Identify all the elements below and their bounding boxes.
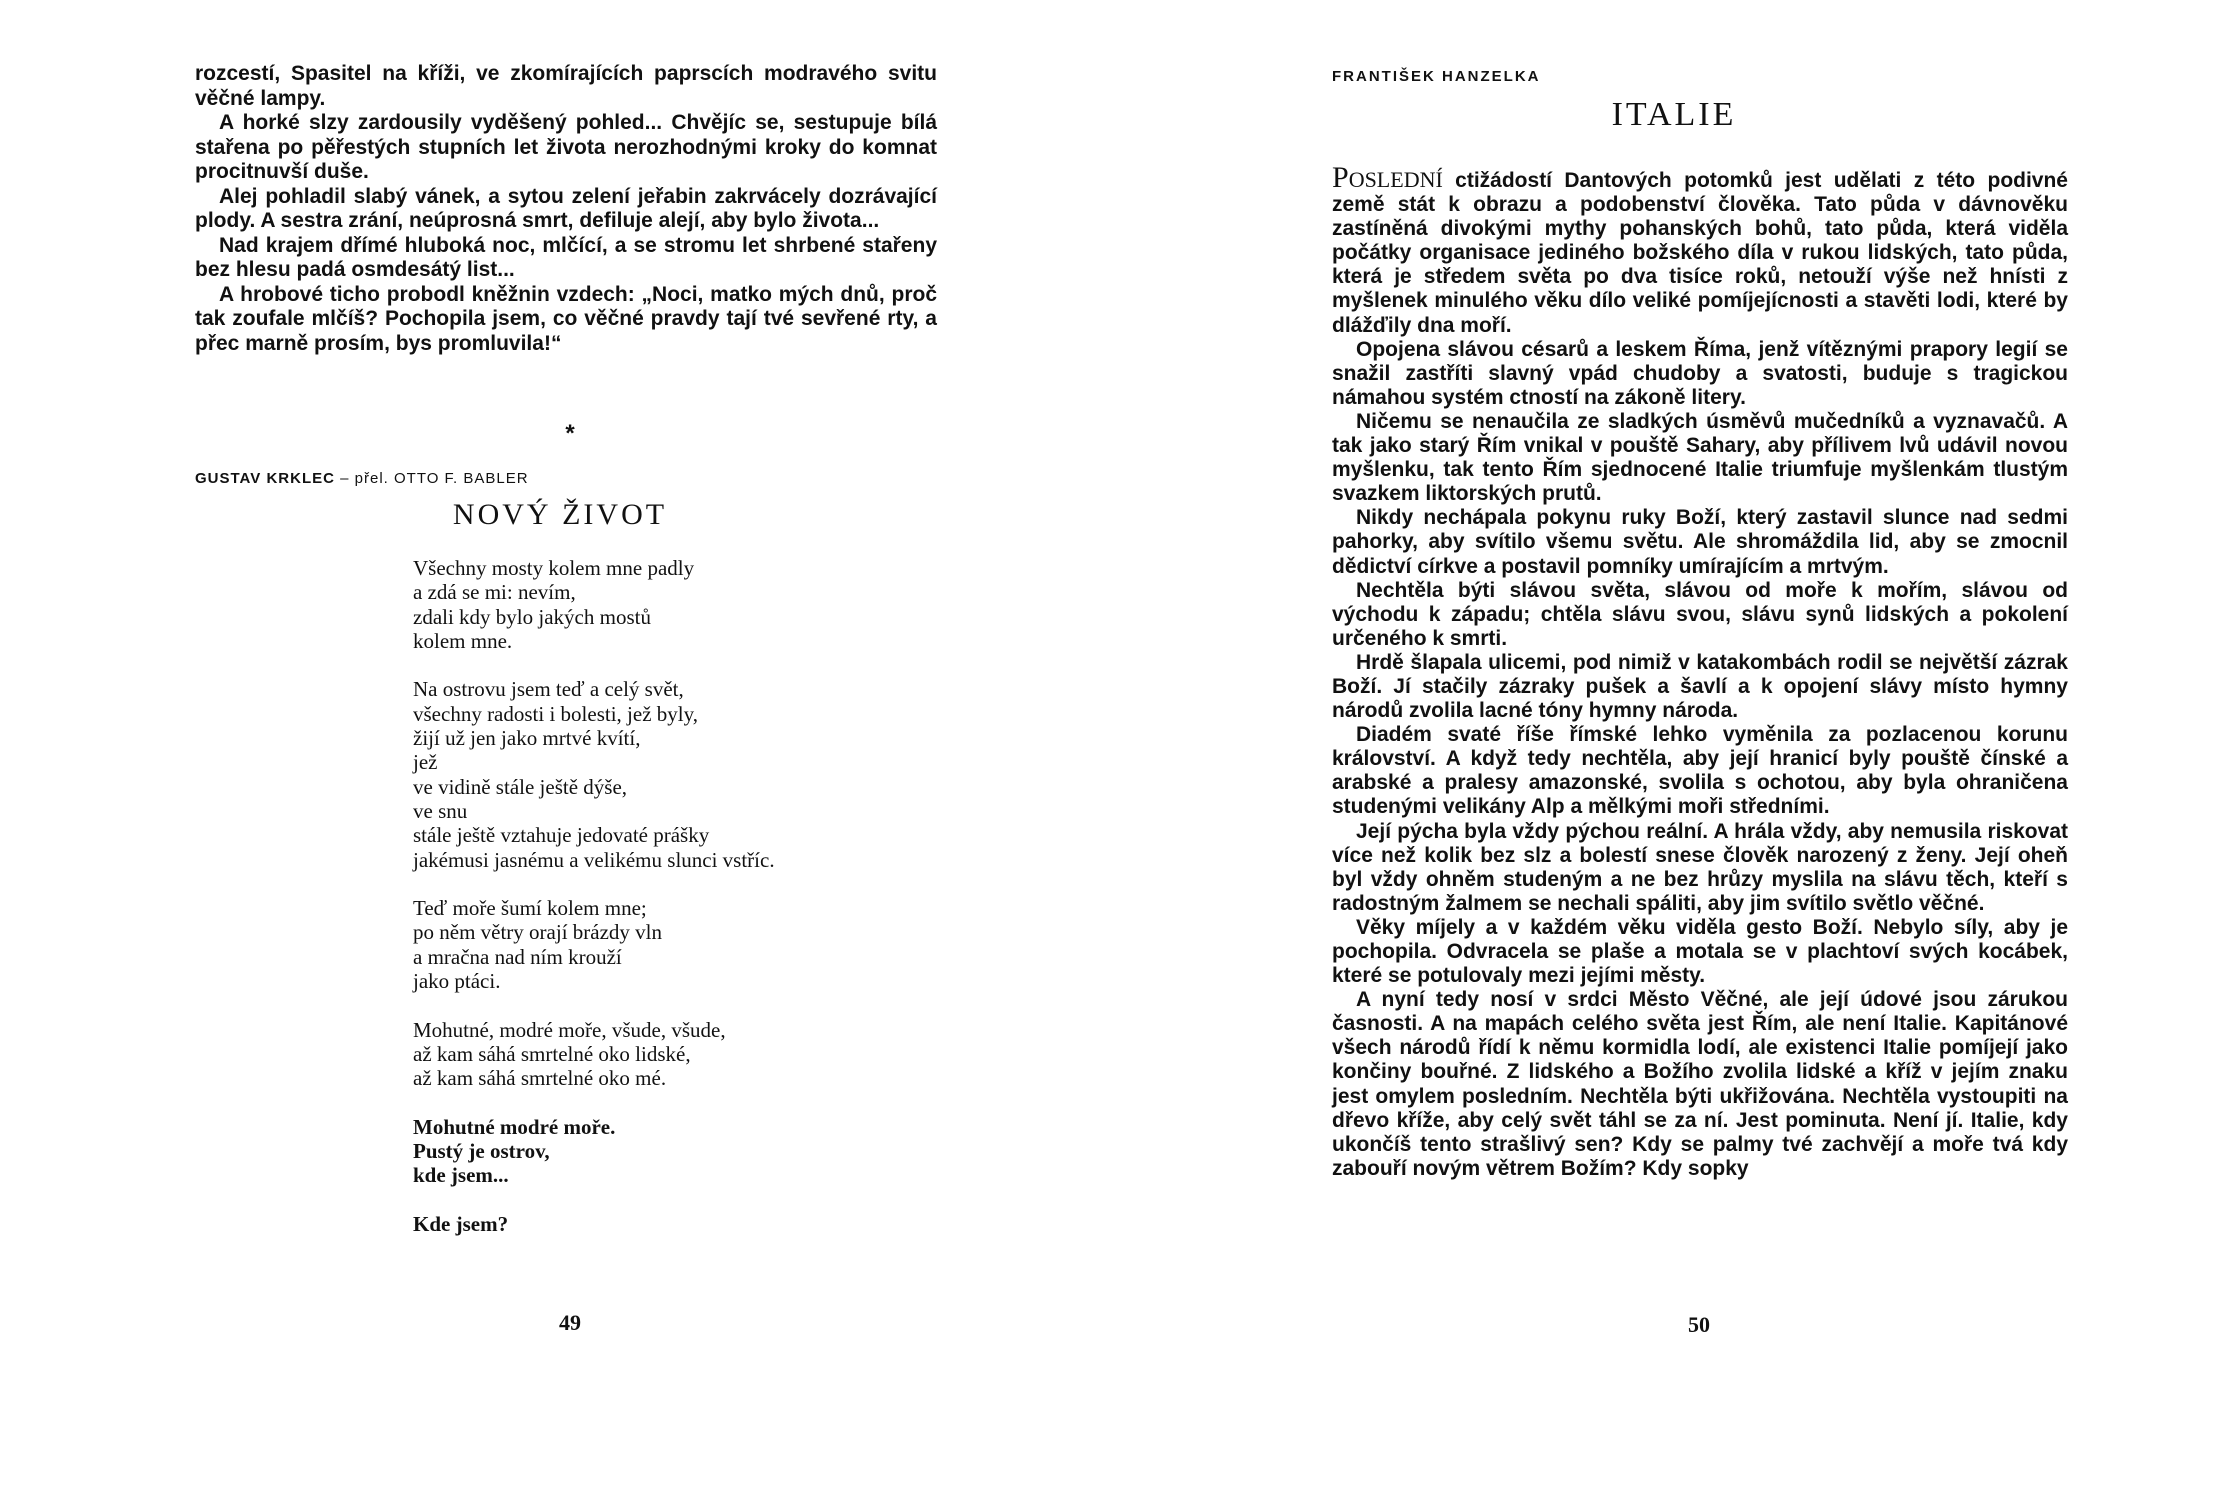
poem-stanza-5 — [413, 1115, 933, 1188]
dropcap: P — [1332, 161, 1349, 194]
poem-line: Mohutné, modré moře, všude, všude, — [413, 1017, 726, 1042]
poem-line: Všechny mosty kolem mne padly — [413, 556, 695, 580]
poem-line: ve vidině stále ještě dýše, — [413, 774, 628, 799]
chapter-author: FRANTIŠEK HANZELKA — [1332, 68, 1541, 85]
poem-line: Mohutné modré moře. — [413, 1114, 616, 1139]
poem-line: všechny radosti i bolesti, jež byly, — [413, 701, 698, 726]
left-prose — [195, 62, 937, 356]
right-paragraph-5: Nechtěla býti slávou světa, slávou od moře k mořím, slávou od východu k západu; chtěla slávu svou, slávu synů lidských a pokolení určeného k smrti. — [1332, 578, 2068, 650]
poem-title: NOVÝ ŽIVOT — [452, 498, 668, 531]
poem-stanza-2 — [413, 677, 933, 871]
poem-stanza-6 — [413, 1212, 933, 1236]
left-paragraph-2: A horké slzy zardousily vyděšený pohled... Chvějíc se, sestupuje bílá stařena po pěřestých stupních let života nerozhodnými kroky do komnat procitnuvší duše. — [195, 111, 937, 183]
left-paragraph-1: rozcestí, Spasitel na kříži, ve zkomírajících paprscích modravého svitu věčné lampy. — [195, 62, 937, 110]
poem-line: kde jsem... — [413, 1163, 509, 1188]
right-paragraph-3: Ničemu se nenaučila ze sladkých úsměvů mučedníků a vyznavačů. A tak jako starý Řím vnikal v pouště Sahary, aby přílivem lvů udávil novou myšlenku, tak tento Řím sjednocené Italie triumfuje myšlenkám tlustým svazkem liktorských prutů. — [1332, 409, 2068, 506]
right-paragraph-1 — [1332, 161, 2068, 338]
page-number-right: 50 — [1688, 1312, 1710, 1337]
byline-dash: – — [334, 470, 355, 487]
right-paragraph-4: Nikdy nechápala pokynu ruky Boží, který zastavil slunce nad sedmi pahorky, aby svítilo všemu světu. Ale shromáždila lid, aby se zmocnil dědictví církve a postavil pomníky umírajícím a mrtvým. — [1332, 506, 2068, 578]
poem-line: jakémusi jasnému a velikému slunci vstříc. — [413, 847, 775, 872]
left-paragraph-4: Nad krajem dřímé hluboká noc, mlčící, a se stromu let shrbené stařeny bez hlesu padá osmdesátý list... — [195, 233, 937, 281]
poem-line: po něm větry orají brázdy vln — [413, 920, 663, 945]
poem-stanza-1 — [413, 556, 933, 653]
poem-stanza-4 — [413, 1018, 933, 1091]
poem-byline — [195, 470, 695, 487]
poem-line: jež — [413, 750, 438, 775]
opening-smallcaps: OSLEDNÍ — [1348, 167, 1443, 192]
right-paragraph-8: Její pýcha byla vždy pýchou reální. A hrála vždy, aby nemusila riskovat více než kolik bez slz a bolestí snese člověk narozený z ženy. Její oheň byl vždy ohněm studeným a ne bez hrůzy myslila na slávu těch, kteří s radostným žalmem se nechali spáliti, aby jim svítilo světlo věčné. — [1332, 819, 2068, 915]
poem-line: zdali kdy bylo jakých mostů — [413, 604, 651, 629]
poem-line: kolem mne. — [413, 628, 513, 653]
right-paragraph-10: A nyní tedy nosí v srdci Město Věčné, ale její údové jsou zárukou časnosti. A na mapách celého světa jest Řím, ale není Italie. Kapitánové všech národů řídí k němu kormidla lodí, ale existenci Italie pomíjejí jako končiny bouřné. Z lidského a Božího zvolila lidské a kříž v jejím znaku jest omylem posledním. Nechtěla býti ukřižována. Nechtěla vystoupiti na dřevo kříže, aby celý svět táhl se za ní. Jest pominuta. Není jí. Italie, kdy ukončíš tento strašlivý sen? Kdy se palmy tvé zachvějí a moře tvá kdy zabouří novým větrem Božím? Kdy sopky — [1332, 988, 2068, 1180]
chapter-title: ITALIE — [1611, 96, 1737, 133]
poem-line: žijí už jen jako mrtvé kvítí, — [413, 726, 641, 751]
opening-text: ctižádostí Dantových potomků jest udělati z této podivné země stát k obrazu a podobenství člověka. Tato půda v dávnověku zastíněná divokými mythy pohanských bohů, tato půda, která viděla počátky organisace jediného božského díla v rukou lidských, tato půda, která je středem světa po dva tisíce roků, netouží výše než hnísti z myšlenek minulého věku dílo veliké pomíjejícnosti a stavěti lodi, které by dlážďily dna moří. — [1332, 169, 2068, 337]
poem-line: až kam sáhá smrtelné oko mé. — [413, 1066, 667, 1091]
poem-author: GUSTAV KRKLEC — [195, 470, 335, 487]
right-paragraph-9: Věky míjely a v každém věku viděla gesto Boží. Nebylo síly, aby je pochopila. Odvracela se plaše a motala se v plachtoví svých kocábek, které se potulovaly mezi jejími městy. — [1332, 915, 2068, 988]
poem-line: a zdá se mi: nevím, — [413, 580, 576, 605]
section-separator: * — [565, 420, 575, 447]
page-number-left: 49 — [559, 1310, 581, 1335]
right-paragraph-2: Opojena slávou césarů a leskem Říma, jenž vítěznými prapory legií se snažil zastříti slavný vpád chudoby a svatosti, buduje s tragickou námahou systém ctností na zákoně litery. — [1332, 337, 2068, 409]
poem-line: jako ptáci. — [413, 969, 501, 994]
right-prose — [1332, 161, 2068, 1181]
poem-line: stále ještě vztahuje jedovaté prášky — [413, 823, 710, 848]
left-paragraph-3: Alej pohladil slabý vánek, a sytou zelení jeřabin zakrvácely dozrávající plody. A sestra zrání, neúprosná smrt, defiluje alejí, aby bylo života... — [195, 184, 937, 232]
poem-stanza-3 — [413, 896, 933, 993]
poem-line: Na ostrovu jsem teď a celý svět, — [413, 677, 684, 702]
poem-line: Pustý je ostrov, — [413, 1139, 550, 1164]
poem-line: Teď moře šumí kolem mne; — [413, 896, 647, 921]
poem-line: ve snu — [413, 798, 468, 823]
right-paragraph-7: Diadém svaté říše římské lehko vyměnila za pozlacenou korunu království. A když tedy nechtěla, aby její hranicí byly pouště čínské a arabské a pralesy amazonské, svolila s ochotou, aby byla ohraničena studenými velikány Alp a mělkými moři středními. — [1332, 723, 2068, 819]
poem-translator: přel. OTTO F. BABLER — [354, 470, 529, 487]
left-paragraph-5: A hrobové ticho probodl kněžnin vzdech: „Noci, matko mých dnů, proč tak zoufale mlčíš? Pochopila jsem, co věčné pravdy tají tvé sevřené rty, a přec marně prosím, bys promluvila!“ — [195, 282, 937, 355]
poem — [413, 556, 933, 1261]
poem-line: Kde jsem? — [413, 1212, 509, 1237]
poem-line: a mračna nad ním krouží — [413, 944, 622, 969]
right-paragraph-6: Hrdě šlapala ulicemi, pod nimiž v katakombách rodil se největší zázrak Boží. Jí stačily zázraky pušek a šavlí a k opojení slávy místo hymny národů zvolila lacné tóny hymny národa. — [1332, 650, 2068, 723]
right-page — [1119, 0, 2238, 1500]
poem-line: až kam sáhá smrtelné oko lidské, — [413, 1041, 691, 1066]
